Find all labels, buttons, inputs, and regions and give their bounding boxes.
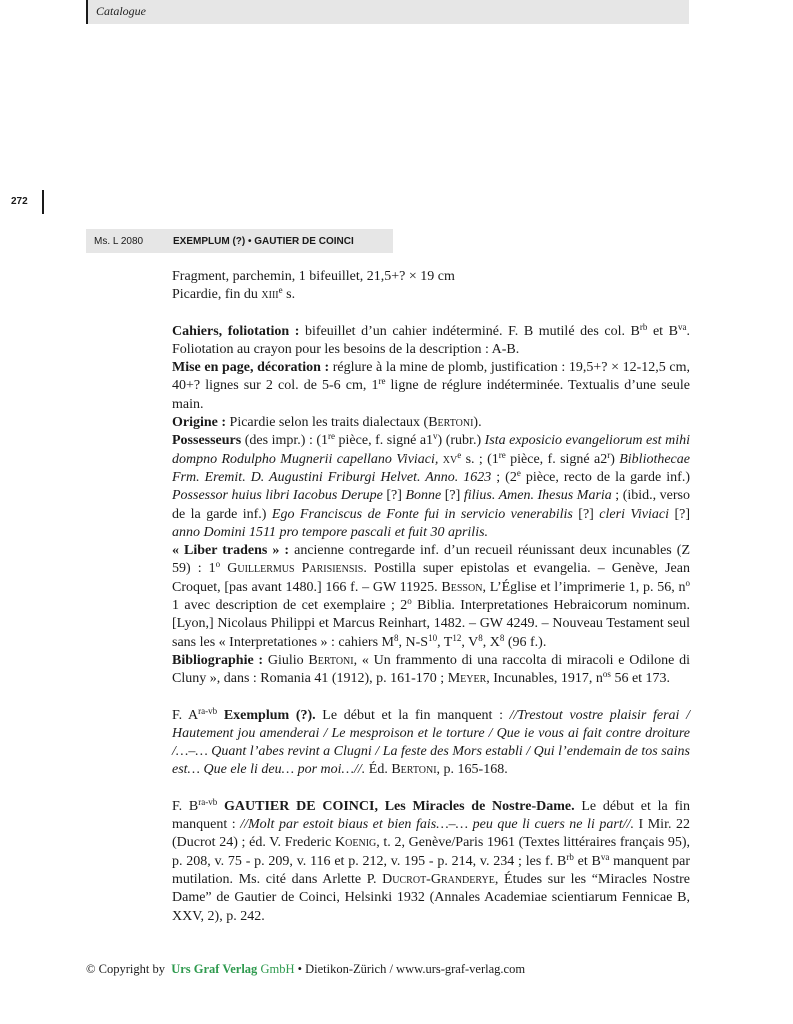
entry-title: EXEMPLUM (?) • GAUTIER DE COINCI — [173, 236, 354, 247]
folio-b-paragraph: F. $B^{ra-vb}$ GAUTIER DE COINCI, Les Miracles de Nostre-Dame. Le début et la fin manquent : //Molt par estoit biaus et bien fais…–… peu que li cuers ne li part//. I Mir. 22 (Ducrot 24) ; éd. V. Frederic Koenig, t. 2, Genève/Paris 1961 (Textes littéraires français 95), p. 208, v. 75 - p. 209, v. 116 et p. 212, v. 195 - p. 214, v. 234 ; les f. $B^{rb}$ et $B^{va}$ manquent par mutilation. Ms. cité dans Arlette P. Ducrot-Granderye, Études sur les “Miracles Nostre Dame” de Gautier de Coinci, Helsinki 1932 (Annales Academiae scientiarum Fennicae B, XXV, 2), p. 242. — [172, 796, 691, 924]
header-rule — [86, 0, 88, 24]
bibliographie-paragraph: Bibliographie : Giulio Bertoni, « Un frammento di una raccolta di miracoli e Odilone di Cluny », dans : Romania 41 (1912), p. 161-170 ; Meyer, Incunables, 1917, $n^{os}$ 56 et 173. — [172, 652, 690, 687]
page-number: 272 — [11, 196, 28, 207]
ms-id: Ms. L 2080 — [94, 236, 144, 247]
catalogue-body — [172, 268, 690, 926]
cahiers-paragraph: Cahiers, foliotation : bifeuillet d’un cahier indéterminé. F. B mutilé des col. $B^{rb}$ et $B^{va}$. Foliotation au crayon pour les besoins de la description : A-B. — [172, 321, 690, 357]
running-header — [86, 0, 689, 24]
header-title: Catalogue — [96, 4, 146, 18]
folio-a-paragraph: F. $A^{ra-vb}$ Exemplum (?). Le début et la fin manquent : //Trestout vostre plaisir ferai / Hautement jou amenderai / Le mesproison et le torture / Que ie vous ai fait contre droiture /…–… Quant l’abes revint a Clugni / La feste des Mors establi / Qui l’endemain de tos sains est… Que ele li deu… por moi…//. Éd. Bertoni, p. 165-168. — [172, 705, 690, 778]
description-line-2: Picardie, fin du xiii$^e$ s. — [172, 285, 296, 303]
possesseurs-paragraph: Possesseurs (des impr.) : (1re pièce, f. signé a1$^v$) (rubr.) Ista exposicio evangeliorum est mihi dompno Rodulpho Mugnerii capellano Viviaci, $xv^e$ s. ; (1re pièce, f. signé a2$^r$) Bibliothecae Frm. Eremit. D. Augustini Friburgi Helvet. Anno. 1623 ; (2e pièce, recto de la garde inf.) Possessor huius libri Iacobus Derupe [?] Bonne [?] filius. Amen. Ihesus Maria ; (ibid., verso de la garde inf.) Ego Franciscus de Fonte fui in servicio venerabilis [?] cleri Viviaci [?] anno Domini 1511 pro tempore pascali et fuit 30 aprilis. — [172, 431, 691, 540]
copyright-footer: © Copyright by Urs Graf Verlag GmbH • Dietikon-Zürich / www.urs-graf-verlag.com — [86, 962, 526, 976]
page-number-rule — [42, 190, 44, 214]
publisher-link[interactable]: Urs Graf Verlag — [171, 962, 258, 976]
description-line-1: Fragment, parchemin, 1 bifeuillet, 21,5+? × 19 cm — [172, 269, 455, 284]
origine-paragraph: Origine : Picardie selon les traits dialectaux (Bertoni). — [172, 415, 482, 431]
publisher-url[interactable]: • Dietikon-Zürich / www.urs-graf-verlag.com — [294, 962, 526, 976]
mise-en-page-paragraph: Mise en page, décoration : réglure à la mine de plomb, justification : 19,5+? × 12-12,5 cm, 40+? lignes sur 2 col. de 5-6 cm, 1re ligne de réglure indéterminée. Textualis d’une seule main. — [172, 360, 690, 412]
liber-tradens-paragraph: « Liber tradens » : ancienne contregarde inf. d’un recueil réunissant deux incunables (Z 59) : 1$^o$ Guillermus Parisiensis. Postilla super epistolas et evangelia. – Genève, Jean Croquet, [pas avant 1480.] 166 f. – GW 11925. Besson, L’Église et l’imprimerie 1, p. 56, $n^o$ 1 avec description de cet exemplaire ; 2$^o$ Biblia. Interpretationes Hebraicorum nominum. [Lyon,] Nicolaus Philippi et Marcus Reinhart, 1482. – GW 4249. – Nouveau Testament seul sans les « Interpretationes » : cahiers $M^8$, $N-S^{10}$, $T^{12}$, $V^8$, $X^8$ (96 f.). — [172, 543, 690, 650]
